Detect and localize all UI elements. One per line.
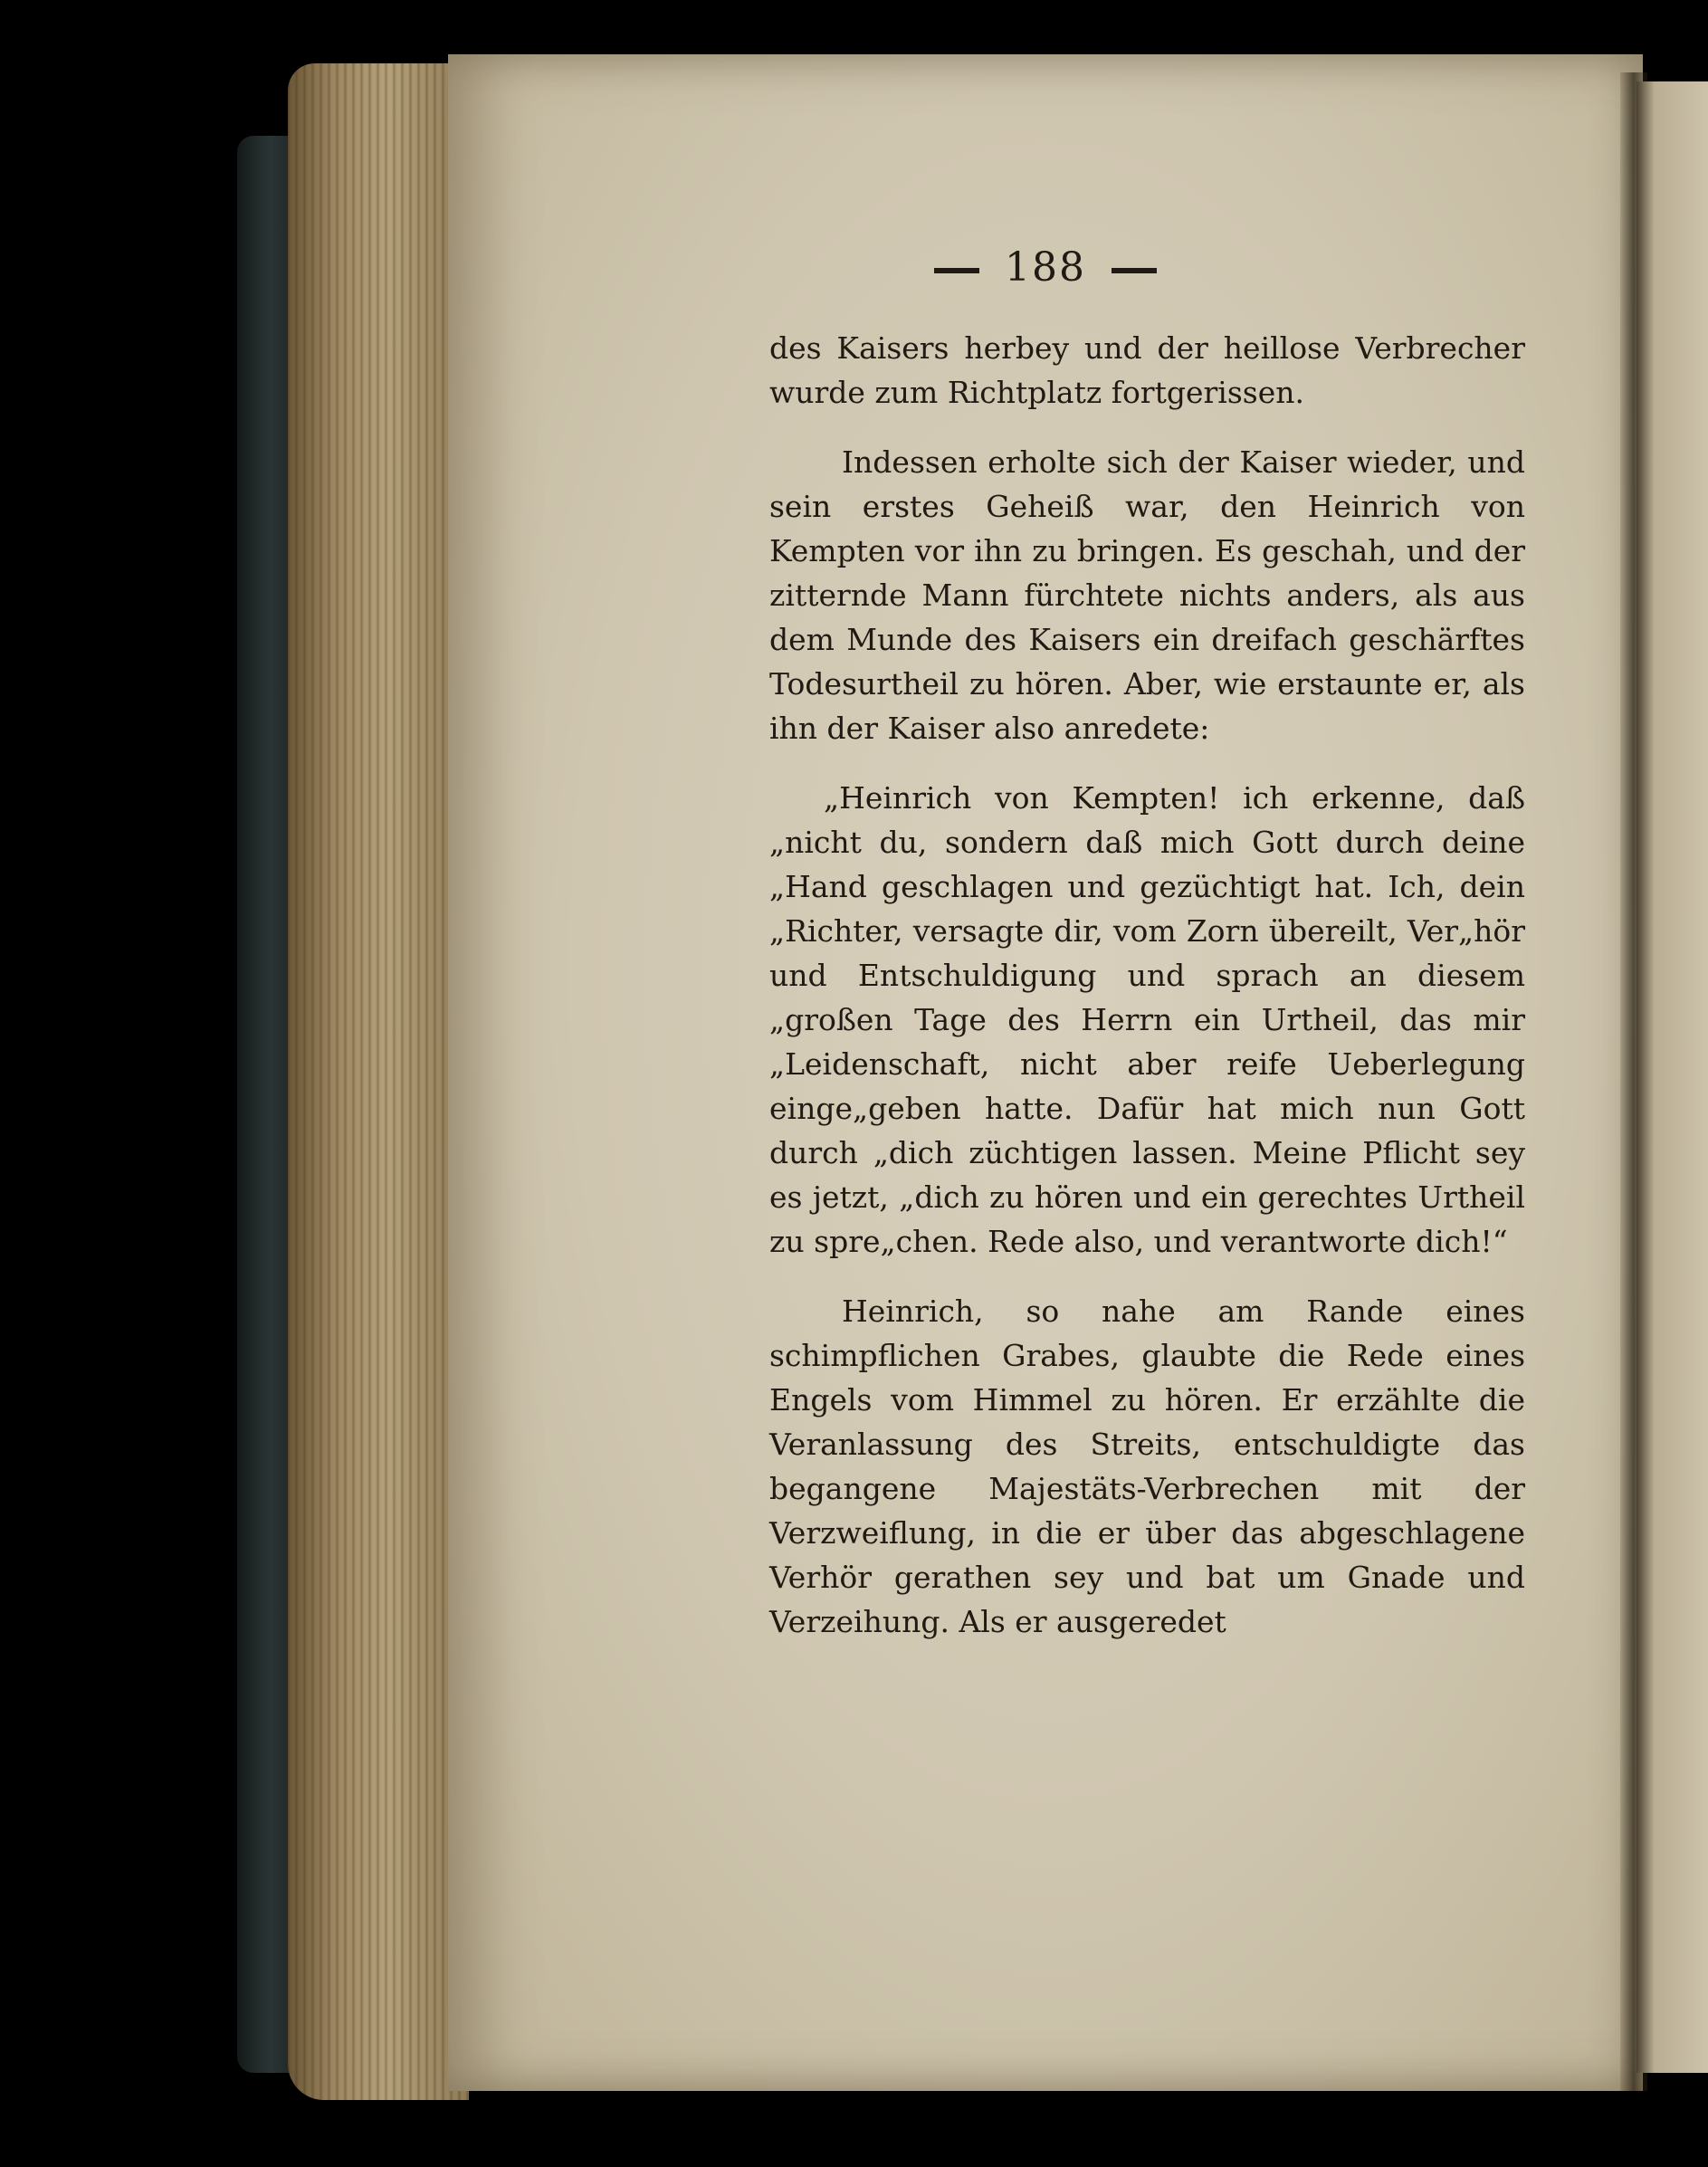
paragraph-3-quote: „Heinrich von Kempten! ich erkenne, daß „nicht du, sondern daß mich Gott durch deine „Hand geschlagen und gezüchtigt hat. Ich, dein „Richter, versagte dir, vom Zorn übereilt, Ver„hör und Entschuldigung und sprach an diesem „großen Tage des Herrn ein Urtheil, das mir „Leidenschaft, nicht aber reife Ueberlegung einge„geben hatte. Dafür hat mich nun Gott durch „dich züchtigen lassen. Meine Pflicht sey es jetzt, „dich zu hören und ein gerechtes Urtheil zu spre„chen. Rede also, und verantworte dich!“: [769, 780, 1525, 1259]
page-number-line: [448, 244, 1643, 291]
body-text: [769, 326, 1525, 1669]
paragraph-2: Indessen erholte sich der Kaiser wieder, und sein erstes Geheiß war, den Heinrich von Kempten vor ihn zu bringen. Es geschah, und der zitternde Mann fürchtete nichts anders, als aus dem Munde des Kaisers ein dreifach geschärftes Todesurtheil zu hören. Aber, wie erstaunte er, als ihn der Kaiser also anredete:: [769, 444, 1525, 746]
paragraph-4: Heinrich, so nahe am Rande eines schimpflichen Grabes, glaubte die Rede eines Engels vom Himmel zu hören. Er erzählte die Veranlassung des Streits, entschuldigte das begangene Majestäts-Verbrechen mit der Verzweiflung, in die er über das abgeschlagene Verhör gerathen sey und bat um Gnade und Verzeihung. Als er ausgeredet: [769, 1294, 1525, 1639]
facing-page: [1636, 81, 1708, 2073]
page-number-dash-right: [1112, 268, 1157, 273]
page-number-dash-left: [934, 268, 979, 273]
paragraph-1: des Kaisers herbey und der heillose Verbrecher wurde zum Richtplatz fortgerissen.: [769, 330, 1525, 410]
page-number: 188: [1005, 244, 1086, 291]
page-edges: [288, 63, 469, 2100]
